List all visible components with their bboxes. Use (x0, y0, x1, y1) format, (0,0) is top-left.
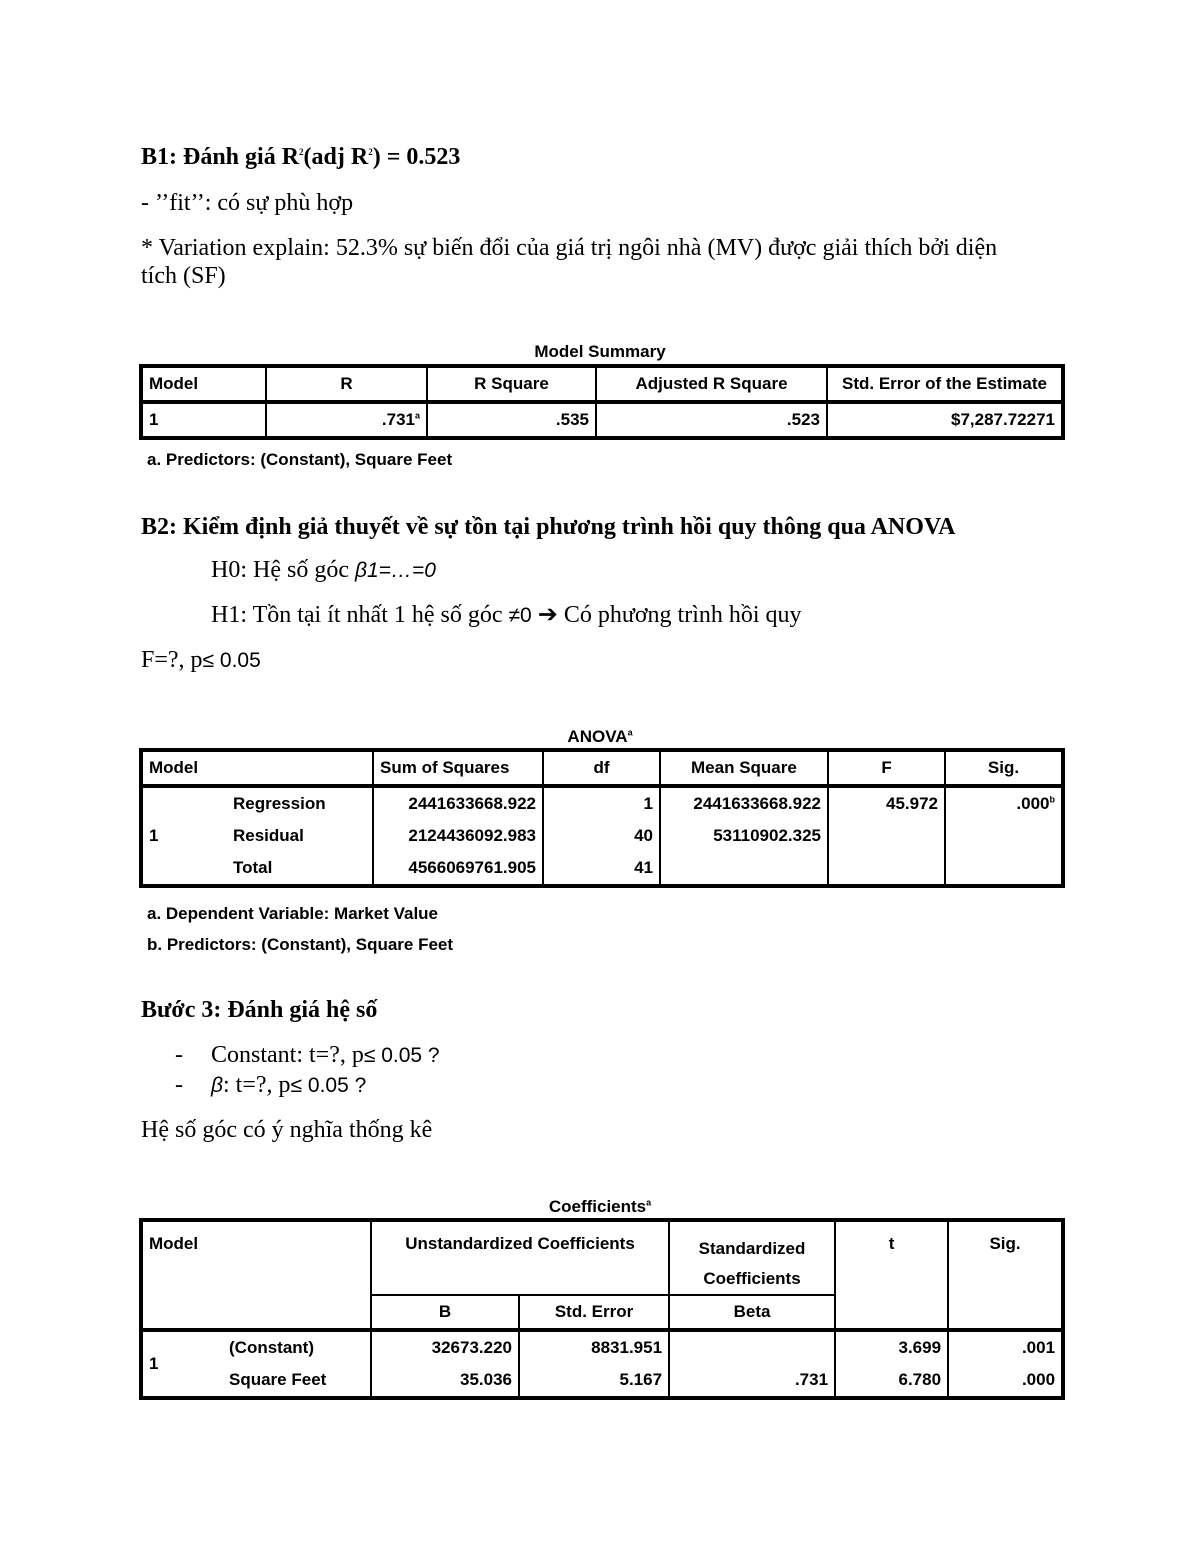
variation-explain: * Variation explain: 52.3% sự biến đổi của giá trị ngôi nhà (MV) được giải thích bởi diện tích (SF) (141, 235, 998, 289)
ms-header-adj-r-square: Adjusted R Square (596, 366, 827, 402)
coef-cell-sig: .000 (948, 1364, 1063, 1398)
coef-cell-t: 6.780 (835, 1364, 948, 1398)
anova-cell-df: 1 (543, 786, 660, 820)
anova-header-model: Model (141, 750, 373, 786)
anova-cell-label: Regression (227, 786, 373, 820)
table-row (141, 1364, 1063, 1398)
anova-cell-f (828, 852, 945, 886)
ms-cell-r: .731$^a$ (266, 402, 427, 438)
coef-header-beta: Beta (669, 1295, 835, 1330)
anova-cell-ms: 2441633668.922 (660, 786, 828, 820)
h1-line: H1: Tồn tại ít nhất 1 hệ số góc ≠0 ➔ Có phương trình hồi quy (211, 602, 802, 628)
anova-cell-df: 41 (543, 852, 660, 886)
coef-cell-se: 5.167 (519, 1364, 669, 1398)
coef-header-std: Standardized Coefficients (669, 1220, 835, 1295)
b3-heading: Bước 3: Đánh giá hệ số (141, 997, 378, 1023)
model-summary-footnote: a. Predictors: (Constant), Square Feet (147, 450, 453, 469)
anova-cell-df: 40 (543, 820, 660, 852)
table-row (141, 820, 1063, 852)
anova-header-ss: Sum of Squares (373, 750, 543, 786)
coef-cell-se: 8831.951 (519, 1330, 669, 1364)
coef-cell-sig: .001 (948, 1330, 1063, 1364)
anova-table (139, 748, 1065, 888)
anova-header-f: F (828, 750, 945, 786)
ms-header-r-square: R Square (427, 366, 596, 402)
f-line: F=?, p≤ 0.05 (141, 647, 261, 673)
anova-cell-ms (660, 852, 828, 886)
anova-cell-f: 45.972 (828, 786, 945, 820)
ms-header-model: Model (141, 366, 266, 402)
coef-header-se: Std. Error (519, 1295, 669, 1330)
anova-cell-label: Residual (227, 820, 373, 852)
anova-title: ANOVA$^a$ (567, 727, 633, 746)
ms-header-std-error: Std. Error of the Estimate (827, 366, 1063, 402)
ms-cell-model: 1 (141, 402, 266, 438)
coefficients-table (139, 1218, 1065, 1400)
conclusion-line: Hệ số góc có ý nghĩa thống kê (141, 1117, 433, 1143)
anova-cell-ss: 2124436092.983 (373, 820, 543, 852)
b2-heading: B2: Kiểm định giả thuyết về sự tồn tại phương trình hồi quy thông qua ANOVA (141, 514, 956, 540)
anova-header-sig: Sig. (945, 750, 1063, 786)
anova-cell-ms: 53110902.325 (660, 820, 828, 852)
table-row (141, 1330, 1063, 1364)
coef-header-b: B (371, 1295, 519, 1330)
coef-cell-model: 1 (141, 1330, 223, 1398)
table-row (141, 402, 1063, 438)
coef-cell-b: 35.036 (371, 1364, 519, 1398)
anova-header-df: df (543, 750, 660, 786)
ms-header-r: R (266, 366, 427, 402)
coef-cell-label: Square Feet (223, 1364, 371, 1398)
anova-footnote-a: a. Dependent Variable: Market Value (147, 904, 439, 923)
table-row (141, 786, 1063, 820)
coef-header-sig: Sig. (948, 1220, 1063, 1330)
ms-cell-r-square: .535 (427, 402, 596, 438)
coef-cell-b: 32673.220 (371, 1330, 519, 1364)
arrow-right-icon: ➔ (537, 602, 558, 628)
coef-cell-beta (669, 1330, 835, 1364)
model-summary-title: Model Summary (534, 342, 666, 361)
anova-cell-ss: 4566069761.905 (373, 852, 543, 886)
h0-line: H0: Hệ số góc β1=…=0 (211, 557, 436, 583)
b1-heading: B1: Đánh giá $R^2(adj$ $R^2) = 0.523$ (141, 144, 461, 170)
coef-header-model: Model (141, 1220, 371, 1330)
table-row (141, 852, 1063, 886)
coef-header-unstd: Unstandardized Coefficients (371, 1220, 669, 1295)
anova-footnote-b: b. Predictors: (Constant), Square Feet (147, 935, 454, 954)
anova-cell-model: 1 (141, 786, 227, 886)
coef-cell-t: 3.699 (835, 1330, 948, 1364)
bullet-constant: - Constant: t=?, p≤ 0.05 ? (175, 1042, 440, 1068)
anova-cell-sig (945, 820, 1063, 852)
fit-line: - ’’fit’’: có sự phù hợp (141, 190, 354, 216)
coef-cell-label: (Constant) (223, 1330, 371, 1364)
anova-cell-label: Total (227, 852, 373, 886)
coef-cell-beta: .731 (669, 1364, 835, 1398)
ms-cell-adj-r-square: .523 (596, 402, 827, 438)
anova-cell-sig: .000$^b$ (945, 786, 1063, 820)
model-summary-table (139, 364, 1065, 440)
anova-cell-f (828, 820, 945, 852)
coef-header-t: t (835, 1220, 948, 1330)
bullet-beta: - β: t=?, p≤ 0.05 ? (175, 1072, 367, 1098)
ms-cell-std-error: $7,287.72271 (827, 402, 1063, 438)
anova-cell-sig (945, 852, 1063, 886)
coefficients-title: Coefficients$^a$ (548, 1197, 652, 1216)
anova-cell-ss: 2441633668.922 (373, 786, 543, 820)
anova-header-ms: Mean Square (660, 750, 828, 786)
